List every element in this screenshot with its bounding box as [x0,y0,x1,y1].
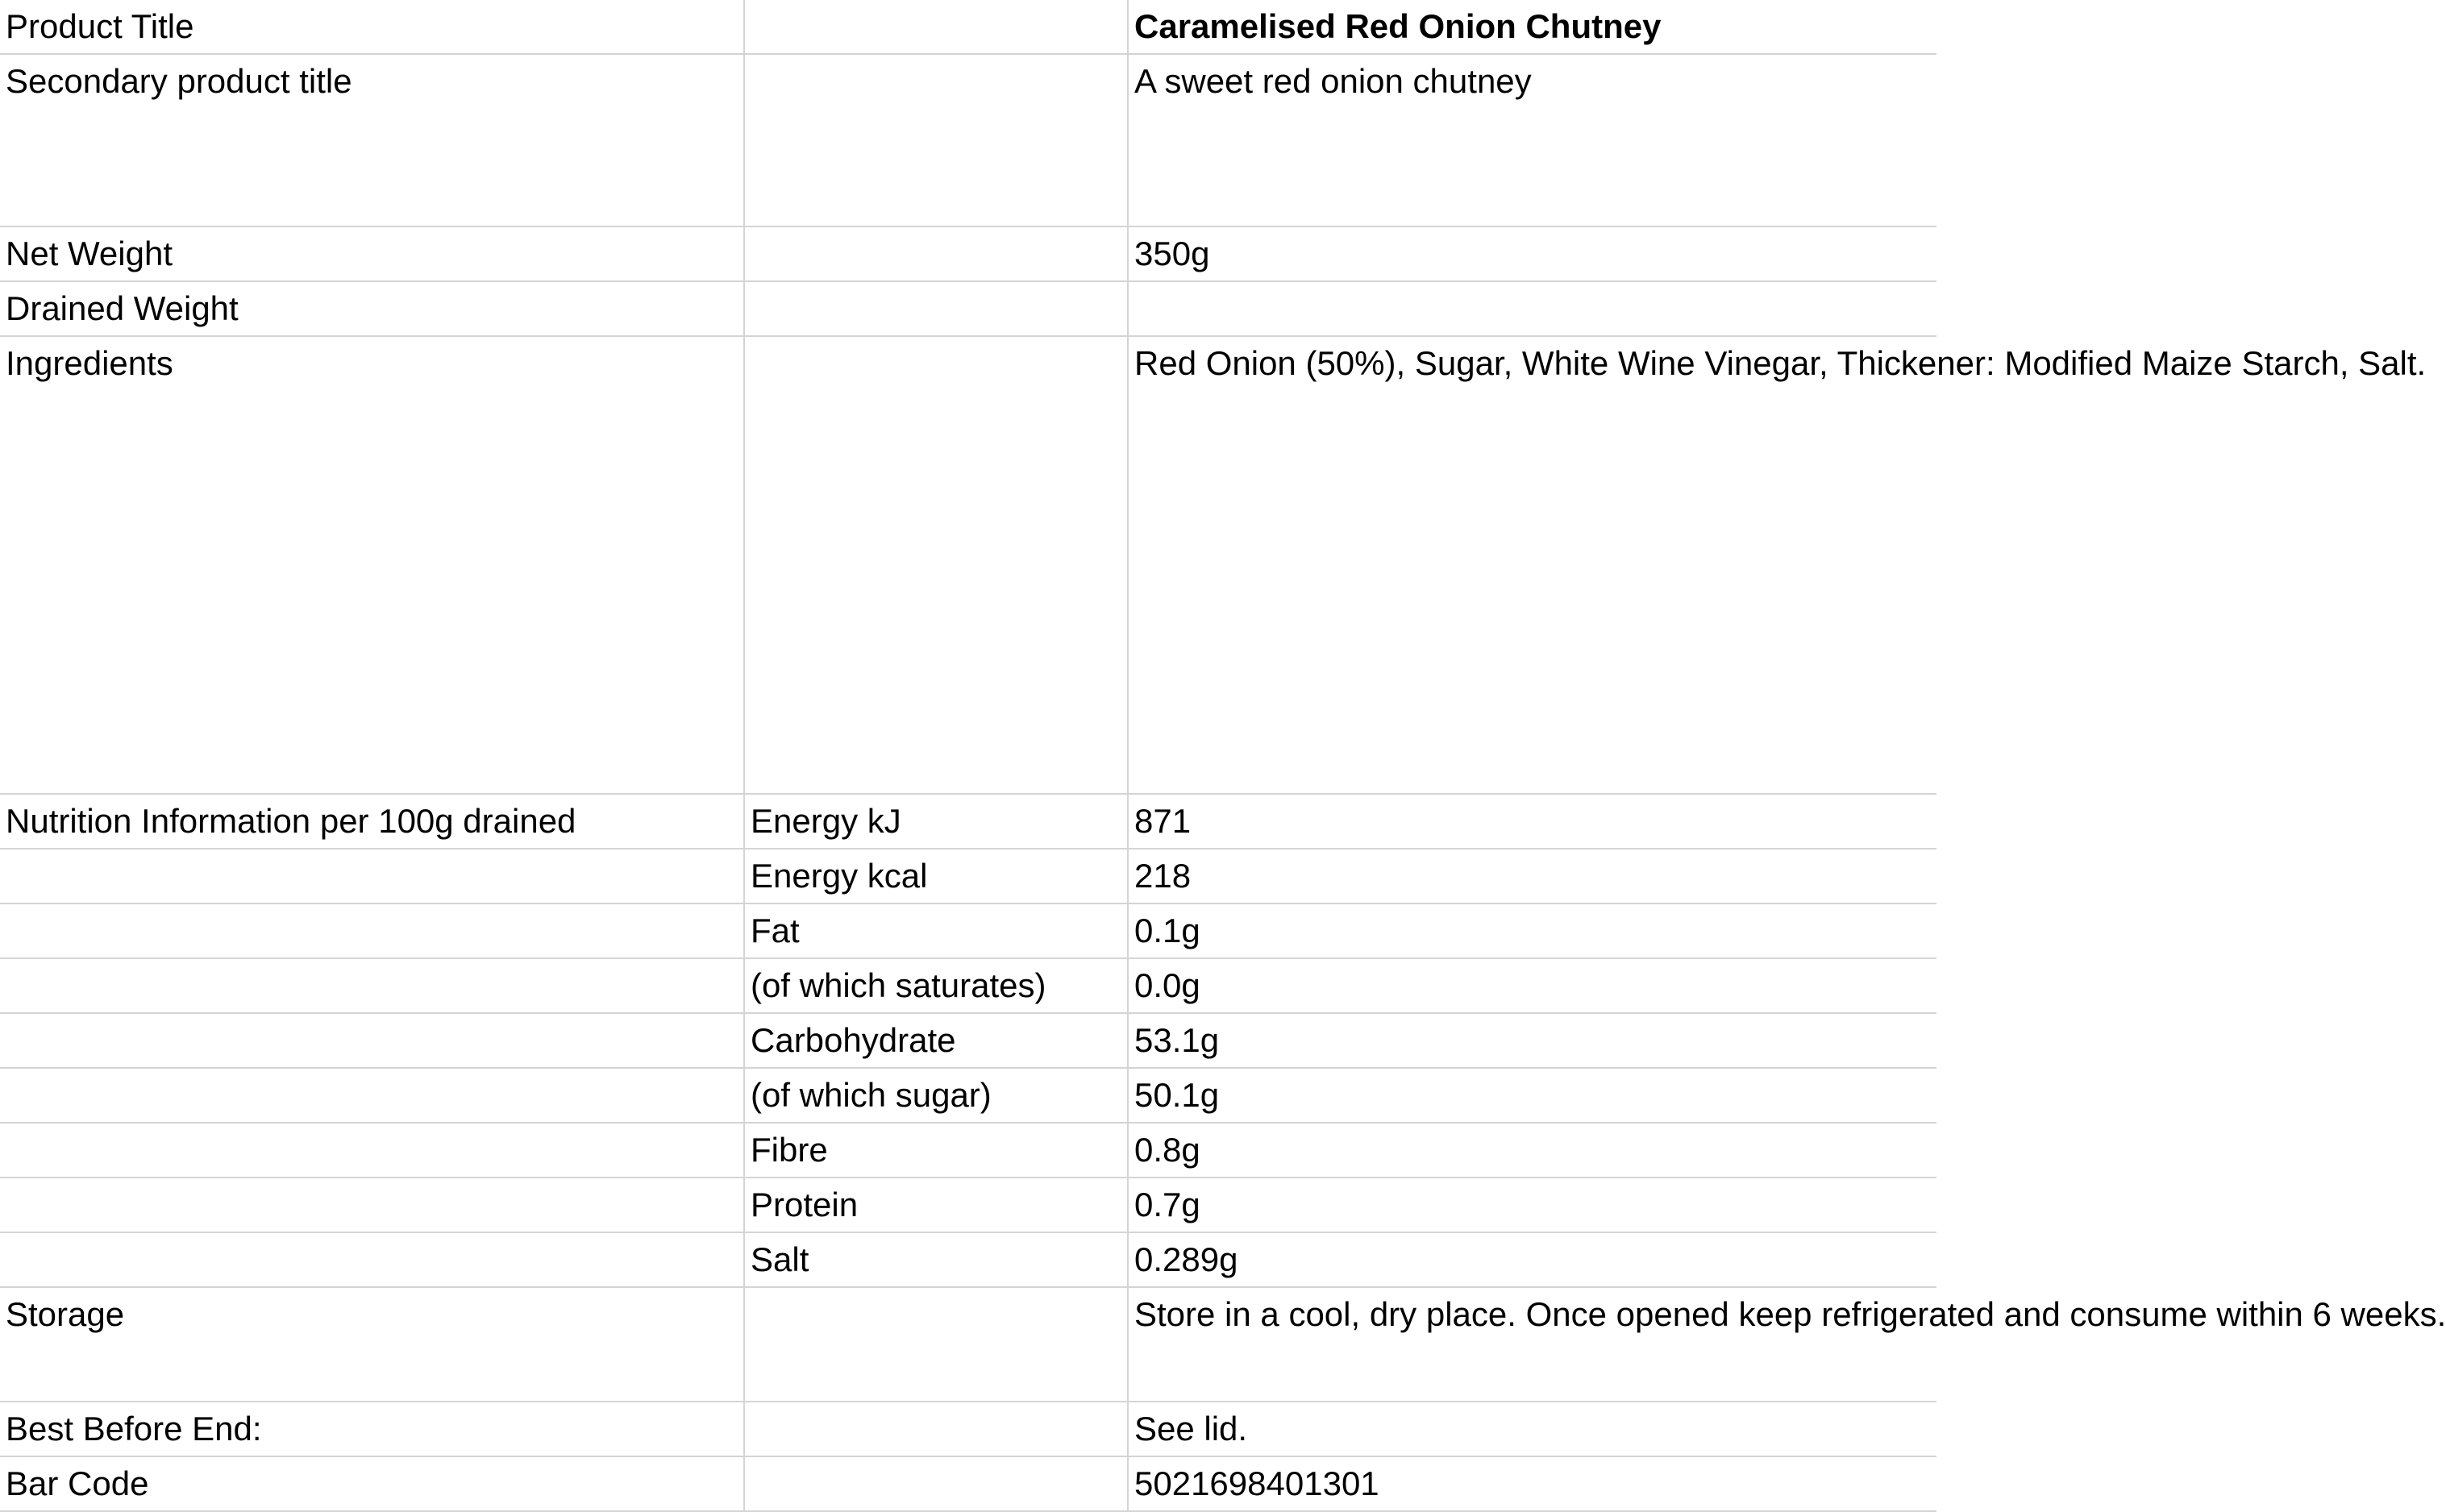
cell-nutrient-value[interactable]: 218 [1128,849,1936,903]
cell-empty[interactable] [744,336,1128,794]
cell-label[interactable]: Ingredients [0,336,744,794]
cell-nutrient-name[interactable]: Energy kcal [744,849,1128,903]
cell-empty[interactable] [744,1287,1128,1402]
cell-product-title-value[interactable]: Caramelised Red Onion Chutney [1128,0,1936,54]
row-nutrition [0,1123,1936,1178]
row-product-title [0,0,1936,54]
cell-label[interactable]: Secondary product title [0,54,744,226]
row-nutrition [0,958,1936,1013]
row-nutrition [0,1178,1936,1232]
cell-secondary-title-value[interactable]: A sweet red onion chutney [1128,54,1936,226]
row-bar-code [0,1456,1936,1511]
cell-nutrient-value[interactable]: 871 [1128,794,1936,849]
row-nutrition [0,903,1936,958]
cell-empty[interactable] [0,1068,744,1123]
cell-nutrient-value[interactable]: 0.8g [1128,1123,1936,1178]
cell-empty[interactable] [744,1402,1128,1456]
row-secondary-title [0,54,1936,226]
cell-nutrient-name[interactable]: Fibre [744,1123,1128,1178]
cell-nutrient-name[interactable]: Protein [744,1178,1128,1232]
cell-nutrient-value[interactable]: 50.1g [1128,1068,1936,1123]
cell-label[interactable]: Storage [0,1287,744,1402]
cell-empty[interactable] [744,281,1128,336]
row-nutrition [0,1013,1936,1068]
cell-label[interactable]: Product Title [0,0,744,54]
cell-empty[interactable] [0,1123,744,1178]
row-best-before [0,1402,1936,1456]
cell-nutrient-name[interactable]: (of which saturates) [744,958,1128,1013]
cell-nutrient-name[interactable]: Energy kJ [744,794,1128,849]
cell-empty[interactable] [744,0,1128,54]
cell-label[interactable]: Net Weight [0,226,744,281]
cell-nutrient-value[interactable]: 0.0g [1128,958,1936,1013]
row-drained-weight [0,281,1936,336]
cell-empty[interactable] [0,1178,744,1232]
cell-nutrient-value[interactable]: 53.1g [1128,1013,1936,1068]
cell-label[interactable]: Best Before End: [0,1402,744,1456]
cell-empty[interactable] [0,849,744,903]
cell-empty[interactable] [744,54,1128,226]
cell-nutrient-value[interactable]: 0.1g [1128,903,1936,958]
cell-best-before-value[interactable]: See lid. [1128,1402,1936,1456]
cell-drained-weight-value[interactable] [1128,281,1936,336]
cell-nutrient-name[interactable]: Fat [744,903,1128,958]
cell-empty[interactable] [0,958,744,1013]
cell-nutrient-value[interactable]: 0.289g [1128,1232,1936,1287]
cell-empty[interactable] [0,903,744,958]
cell-ingredients-value[interactable]: Red Onion (50%), Sugar, White Wine Vinegar, Thickener: Modified Maize Starch, Salt. [1128,336,1936,794]
row-storage [0,1287,1936,1402]
row-nutrition [0,849,1936,903]
cell-bar-code-value[interactable]: 5021698401301 [1128,1456,1936,1511]
cell-nutrient-value[interactable]: 0.7g [1128,1178,1936,1232]
cell-storage-value[interactable]: Store in a cool, dry place. Once opened keep refrigerated and consume within 6 weeks. [1128,1287,1936,1402]
cell-nutrient-name[interactable]: (of which sugar) [744,1068,1128,1123]
cell-empty[interactable] [744,1456,1128,1511]
row-ingredients [0,336,1936,794]
cell-nutrient-name[interactable]: Salt [744,1232,1128,1287]
cell-label[interactable]: Bar Code [0,1456,744,1511]
cell-empty[interactable] [744,226,1128,281]
cell-label[interactable]: Nutrition Information per 100g drained [0,794,744,849]
cell-nutrient-name[interactable]: Carbohydrate [744,1013,1128,1068]
cell-net-weight-value[interactable]: 350g [1128,226,1936,281]
row-nutrition [0,794,1936,849]
row-net-weight [0,226,1936,281]
cell-label[interactable]: Drained Weight [0,281,744,336]
row-nutrition [0,1232,1936,1287]
cell-empty[interactable] [0,1232,744,1287]
cell-empty[interactable] [0,1013,744,1068]
row-nutrition [0,1068,1936,1123]
